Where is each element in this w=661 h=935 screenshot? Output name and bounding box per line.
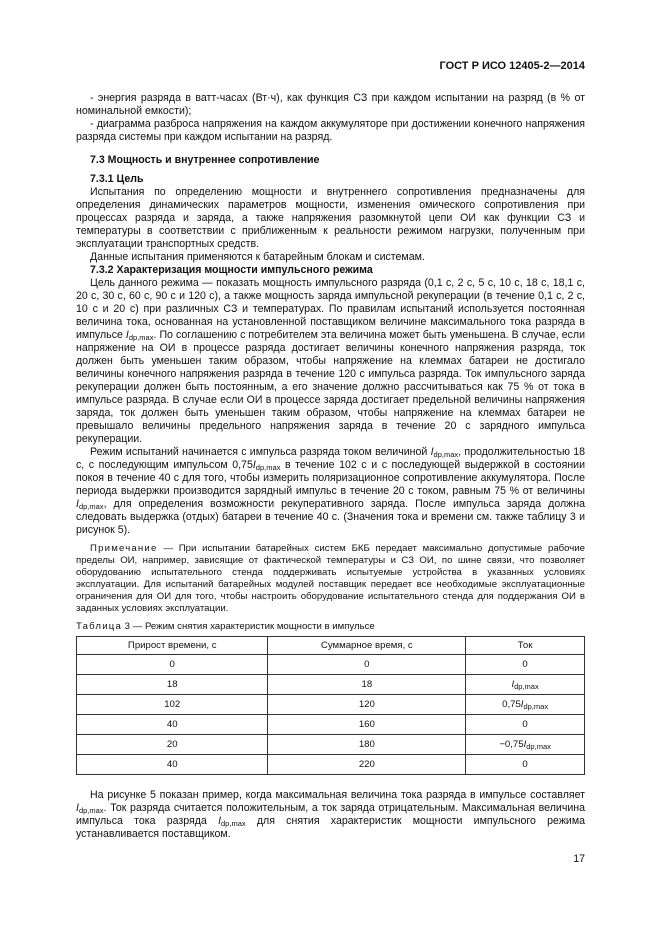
table-row: 40 160 0 xyxy=(77,715,585,735)
table-header: Ток xyxy=(466,637,585,655)
table-row: 18 18 $I_{dp,max}$ xyxy=(77,675,585,695)
table-caption: Таблица 3 — Режим снятия характеристик мощности в импульсе xyxy=(76,621,375,632)
paragraph: Испытания по определению мощности и внутреннего сопротивления предназначены для определения динамических параметров мощности, изменения омического сопротивления при процессах разряда и заряда, а также напряжения разомкнутой цепи ОИ как функции СЗ и температуры в соответствии с приближенным к реальности режимом нагрузки, полученным при эксплуатации транспортных средств. xyxy=(76,186,585,250)
section-7-3-1-title: 7.3.1 Цель xyxy=(90,173,144,185)
table-row: 102 120 $0,75I_{dp,max}$ xyxy=(77,695,585,715)
document-id: ГОСТ Р ИСО 12405-2—2014 xyxy=(439,60,585,72)
paragraph: Режим испытаний начинается с импульса разряда током величиной $I_{dp,max}$, продолжительностью 18 с, с последующим импульсом $0,75I_{dp,max}$ в течение 102 с и с последующей выдержкой в состоянии покоя в течение 40 с для того, чтобы измерить поляризационное сопротивление аккумулятора. После периода выдержки производится зарядный импульс в течение 20 с током, равным 75 % от величины $I_{dp,max}$, для определения возможности рекуперативного заряда. После импульса заряда должна следовать выдержка (отдых) батареи в течение 40 с. (Значения тока и времени см. также таблицу 3 и рисунок 5). xyxy=(76,446,586,536)
power-characterization-table xyxy=(76,636,585,775)
section-7-3-2-title: 7.3.2 Характеризация мощности импульсного режима xyxy=(90,264,373,276)
table-header: Суммарное время, с xyxy=(268,637,466,655)
table-row: 20 180 $-0,75I_{dp,max}$ xyxy=(77,735,585,755)
section-7-3-title: 7.3 Мощность и внутреннее сопротивление xyxy=(90,154,320,166)
paragraph: Данные испытания применяются к батарейным блокам и системам. xyxy=(90,251,425,263)
note: Примечание — При испытании батарейных систем БКБ передает максимально допустимые рабочие пределы ОИ, например, зависящие от фактической температуры и СЗ ОИ, по шине связи, что позволяет оборудованию испытательного стенда поддерживать испытуемые устройства в указанных условиях эксплуатации. Для испытаний батарейных модулей поставщик передает все необходимые эксплуатационные ограничения для ОИ для того, чтобы настроить оборудование испытательного стенда для поддержания ОИ в заданных условиях эксплуатации. xyxy=(76,543,585,614)
table-row: 0 0 0 xyxy=(77,655,585,675)
list-item: - диаграмма разброса напряжения на каждом аккумуляторе при достижении конечного напряжения разряда системы при каждом испытании на разряд. xyxy=(76,118,585,143)
paragraph: На рисунке 5 показан пример, когда максимальная величина тока разряда в импульсе составляет $I_{dp,max}$. Ток разряда считается положительным, а ток заряда отрицательным. Максимальная величина импульса тока разряда $I_{dp,max}$ для снятия характеристик мощности импульсного режима устанавливается поставщиком. xyxy=(76,789,586,840)
page-content xyxy=(76,92,585,841)
table-row: 40 220 0 xyxy=(77,755,585,775)
paragraph: Цель данного режима — показать мощность импульсного разряда (0,1 с, 2 с, 5 с, 10 с, 18 с, 18,1 с, 20 с, 30 с, 60 с, 90 с и 120 с), а также мощность заряда импульсной рекуперации (в течение 0,1 с, 2 с, 10 с и 20 с) при различных СЗ и температурах. По правилам испытаний используется постоянная величина тока, основанная на установленной поставщиком величине максимального тока разряда в импульсе $I_{dp,max}$. По соглашению с потребителем эта величина может быть уменьшена. В случае, если напряжение на ОИ в процессе разряда достигает величины конечного напряжения разряда, ток должен быть уменьшен таким образом, чтобы напряжение на клеммах батареи не достигало величины конечного напряжения разряда в течение 120 с импульса разряда. Ток импульсного заряда рекуперации должен быть постоянным, а его значение должно рассчитываться как 75 % от тока в импульсе разряда. В случае если ОИ в процессе заряда достигает предельной величины напряжения заряда, ток должен быть уменьшен таким образом, чтобы напряжение на клеммах батареи не превышало величины предельного напряжения заряда в течение 20 с зарядного импульса рекуперации. xyxy=(76,277,585,445)
table-header: Прирост времени, с xyxy=(77,637,268,655)
list-item: - энергия разряда в ватт-часах (Вт·ч), как функция СЗ при каждом испытании на разряд (в % от номинальной емкости); xyxy=(76,92,585,117)
page-number: 17 xyxy=(573,853,585,865)
